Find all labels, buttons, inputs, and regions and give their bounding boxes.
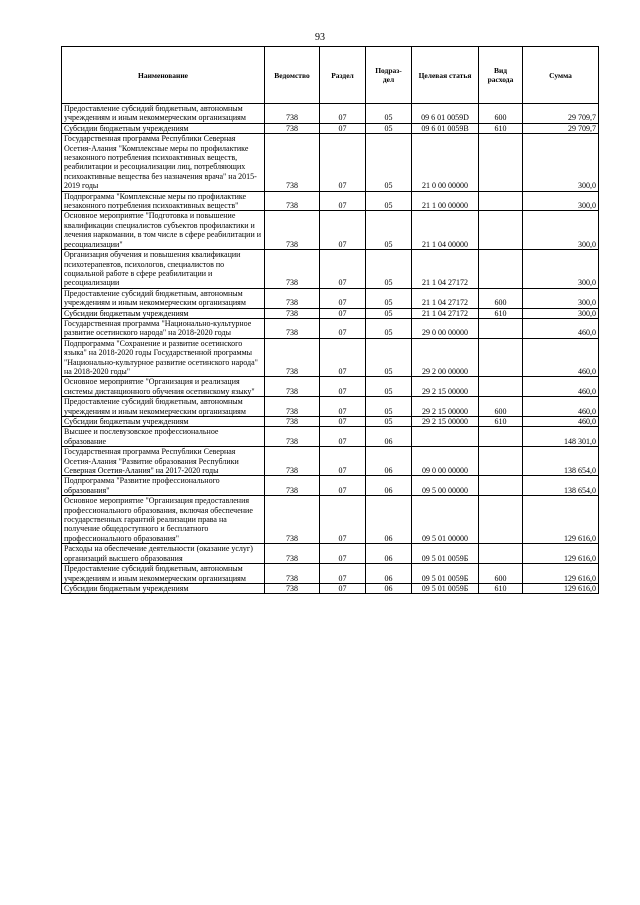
cell-sum: 29 709,7	[523, 123, 599, 133]
cell-name: Основное мероприятие "Организация предоставления профессионального образования, включая обеспечение государственных гарантий реализации права на получение общедоступного и бесплатного профессионального образования"	[62, 496, 265, 544]
cell-subsection: 06	[366, 544, 412, 564]
cell-name: Основное мероприятие "Организация и реализация системы дистанционного обучения осетинскому языку"	[62, 377, 265, 397]
cell-exptype	[479, 134, 523, 191]
cell-target: 29 2 15 00000	[412, 377, 479, 397]
cell-exptype: 600	[479, 104, 523, 124]
table-row	[62, 476, 599, 496]
cell-exptype: 610	[479, 583, 523, 593]
cell-section: 07	[320, 250, 366, 289]
cell-target: 09 5 01 0059Б	[412, 544, 479, 564]
cell-subsection: 06	[366, 583, 412, 593]
cell-name: Субсидии бюджетным учреждениям	[62, 308, 265, 318]
cell-exptype	[479, 496, 523, 544]
cell-name: Расходы на обеспечение деятельности (оказание услуг) организаций высшего образования	[62, 544, 265, 564]
cell-target: 21 1 04 27172	[412, 250, 479, 289]
cell-target: 21 0 00 00000	[412, 134, 479, 191]
cell-sum: 148 301,0	[523, 427, 599, 447]
cell-dept: 738	[265, 427, 320, 447]
cell-subsection: 05	[366, 338, 412, 377]
cell-section: 07	[320, 447, 366, 476]
cell-name: Основное мероприятие "Подготовка и повышение квалификации специалистов субъектов профилактики и лечения наркомании, в том числе в сфере реабилитации и ресоциализации"	[62, 211, 265, 250]
cell-exptype: 600	[479, 288, 523, 308]
header-target: Целевая статья	[412, 47, 479, 104]
cell-subsection: 05	[366, 417, 412, 427]
cell-sum: 29 709,7	[523, 104, 599, 124]
cell-section: 07	[320, 496, 366, 544]
cell-exptype: 610	[479, 123, 523, 133]
table-row	[62, 318, 599, 338]
cell-exptype	[479, 544, 523, 564]
header-section: Раздел	[320, 47, 366, 104]
cell-sum: 129 616,0	[523, 544, 599, 564]
cell-exptype: 600	[479, 397, 523, 417]
cell-subsection: 06	[366, 447, 412, 476]
cell-subsection: 06	[366, 564, 412, 584]
cell-sum: 129 616,0	[523, 496, 599, 544]
cell-subsection: 05	[366, 134, 412, 191]
cell-dept: 738	[265, 308, 320, 318]
cell-subsection: 05	[366, 397, 412, 417]
cell-dept: 738	[265, 104, 320, 124]
cell-dept: 738	[265, 564, 320, 584]
cell-subsection: 05	[366, 288, 412, 308]
cell-exptype: 610	[479, 308, 523, 318]
cell-name: Подпрограмма "Комплексные меры по профилактике незаконного потребления психоактивных веществ"	[62, 191, 265, 211]
table-row	[62, 377, 599, 397]
cell-target: 09 6 01 0059В	[412, 123, 479, 133]
cell-target: 09 5 01 00000	[412, 496, 479, 544]
cell-target: 29 2 00 00000	[412, 338, 479, 377]
cell-target	[412, 427, 479, 447]
cell-dept: 738	[265, 476, 320, 496]
cell-sum: 460,0	[523, 338, 599, 377]
header-name: Наименование	[62, 47, 265, 104]
cell-name: Организация обучения и повышения квалификации психотерапевтов, психологов, специалистов по социальной работе в сфере реабилитации и ресоциализации	[62, 250, 265, 289]
cell-exptype: 610	[479, 417, 523, 427]
cell-sum: 300,0	[523, 308, 599, 318]
table-row	[62, 288, 599, 308]
budget-table	[61, 46, 599, 594]
cell-name: Предоставление субсидий бюджетным, автономным учреждениям и иным некоммерческим организациям	[62, 564, 265, 584]
cell-name: Государственная программа "Национально-культурное развитие осетинского народа" на 2018-2020 годы	[62, 318, 265, 338]
cell-section: 07	[320, 564, 366, 584]
cell-sum: 460,0	[523, 397, 599, 417]
cell-name: Субсидии бюджетным учреждениям	[62, 123, 265, 133]
cell-target: 21 1 04 27172	[412, 288, 479, 308]
cell-exptype	[479, 338, 523, 377]
cell-exptype	[479, 211, 523, 250]
table-row	[62, 211, 599, 250]
cell-section: 07	[320, 476, 366, 496]
cell-name: Высшее и послевузовское профессиональное образование	[62, 427, 265, 447]
cell-dept: 738	[265, 134, 320, 191]
table-row	[62, 104, 599, 124]
cell-dept: 738	[265, 211, 320, 250]
cell-dept: 738	[265, 544, 320, 564]
cell-sum: 460,0	[523, 318, 599, 338]
table-row	[62, 134, 599, 191]
cell-dept: 738	[265, 377, 320, 397]
header-subsection: Подраз- дел	[366, 47, 412, 104]
cell-dept: 738	[265, 338, 320, 377]
table-row	[62, 191, 599, 211]
cell-section: 07	[320, 583, 366, 593]
cell-section: 07	[320, 123, 366, 133]
cell-name: Предоставление субсидий бюджетным, автономным учреждениям и иным некоммерческим организациям	[62, 288, 265, 308]
table-row	[62, 427, 599, 447]
cell-target: 21 1 00 00000	[412, 191, 479, 211]
cell-target: 09 0 00 00000	[412, 447, 479, 476]
cell-sum: 300,0	[523, 288, 599, 308]
cell-name: Предоставление субсидий бюджетным, автономным учреждениям и иным некоммерческим организациям	[62, 397, 265, 417]
table-row	[62, 123, 599, 133]
cell-subsection: 06	[366, 476, 412, 496]
table-row	[62, 338, 599, 377]
cell-section: 07	[320, 377, 366, 397]
cell-section: 07	[320, 104, 366, 124]
cell-target: 09 5 01 0059Б	[412, 583, 479, 593]
cell-section: 07	[320, 397, 366, 417]
table-row	[62, 308, 599, 318]
cell-exptype	[479, 191, 523, 211]
cell-name: Подпрограмма "Развитие профессионального образования"	[62, 476, 265, 496]
cell-sum: 300,0	[523, 191, 599, 211]
cell-section: 07	[320, 417, 366, 427]
cell-section: 07	[320, 318, 366, 338]
cell-name: Государственная программа Республики Северная Осетия-Алания "Комплексные меры по профилактике незаконного потребления психоактивных веществ, реабилитации и ресоциализации лиц, потребляющих психоактивные вещества без назначения врача" на 2015-2019 годы	[62, 134, 265, 191]
header-dept: Ведомство	[265, 47, 320, 104]
cell-dept: 738	[265, 583, 320, 593]
cell-section: 07	[320, 211, 366, 250]
cell-dept: 738	[265, 191, 320, 211]
cell-exptype: 600	[479, 564, 523, 584]
cell-dept: 738	[265, 496, 320, 544]
cell-exptype	[479, 318, 523, 338]
table-row	[62, 397, 599, 417]
cell-section: 07	[320, 308, 366, 318]
cell-exptype	[479, 377, 523, 397]
cell-name: Подпрограмма "Сохранение и развитие осетинского языка" на 2018-2020 годы Государственной программы "Национально-культурное развитие осетинского народа" на 2018-2020 годы"	[62, 338, 265, 377]
cell-sum: 129 616,0	[523, 583, 599, 593]
cell-dept: 738	[265, 250, 320, 289]
cell-subsection: 05	[366, 250, 412, 289]
cell-sum: 300,0	[523, 134, 599, 191]
cell-exptype	[479, 476, 523, 496]
table-row	[62, 417, 599, 427]
table-row	[62, 564, 599, 584]
cell-dept: 738	[265, 447, 320, 476]
cell-sum: 138 654,0	[523, 476, 599, 496]
cell-subsection: 05	[366, 377, 412, 397]
cell-target: 21 1 04 00000	[412, 211, 479, 250]
header-exptype: Вид расхода	[479, 47, 523, 104]
cell-sum: 300,0	[523, 211, 599, 250]
cell-section: 07	[320, 338, 366, 377]
cell-target: 29 0 00 00000	[412, 318, 479, 338]
cell-name: Субсидии бюджетным учреждениям	[62, 583, 265, 593]
table-row	[62, 250, 599, 289]
cell-name: Предоставление субсидий бюджетным, автономным учреждениям и иным некоммерческим организациям	[62, 104, 265, 124]
cell-subsection: 05	[366, 104, 412, 124]
cell-subsection: 05	[366, 211, 412, 250]
cell-subsection: 05	[366, 123, 412, 133]
cell-target: 09 5 00 00000	[412, 476, 479, 496]
cell-sum: 138 654,0	[523, 447, 599, 476]
cell-name: Субсидии бюджетным учреждениям	[62, 417, 265, 427]
cell-name: Государственная программа Республики Северная Осетия-Алания "Развитие образования Республики Северная Осетия-Алания" на 2017-2020 годы	[62, 447, 265, 476]
cell-target: 09 6 01 0059D	[412, 104, 479, 124]
cell-sum: 460,0	[523, 377, 599, 397]
cell-subsection: 06	[366, 427, 412, 447]
table-row	[62, 544, 599, 564]
table-row	[62, 496, 599, 544]
cell-exptype	[479, 427, 523, 447]
cell-subsection: 05	[366, 191, 412, 211]
cell-section: 07	[320, 288, 366, 308]
page-number: 93	[315, 32, 325, 43]
cell-section: 07	[320, 134, 366, 191]
cell-dept: 738	[265, 123, 320, 133]
cell-section: 07	[320, 191, 366, 211]
cell-target: 21 1 04 27172	[412, 308, 479, 318]
cell-section: 07	[320, 544, 366, 564]
cell-subsection: 05	[366, 318, 412, 338]
cell-dept: 738	[265, 288, 320, 308]
table-row	[62, 583, 599, 593]
cell-subsection: 06	[366, 496, 412, 544]
header-sum: Сумма	[523, 47, 599, 104]
cell-dept: 738	[265, 397, 320, 417]
cell-target: 09 5 01 0059Б	[412, 564, 479, 584]
cell-dept: 738	[265, 417, 320, 427]
cell-target: 29 2 15 00000	[412, 397, 479, 417]
cell-sum: 300,0	[523, 250, 599, 289]
cell-exptype	[479, 447, 523, 476]
cell-dept: 738	[265, 318, 320, 338]
cell-section: 07	[320, 427, 366, 447]
cell-sum: 460,0	[523, 417, 599, 427]
table-row	[62, 447, 599, 476]
cell-exptype	[479, 250, 523, 289]
cell-sum: 129 616,0	[523, 564, 599, 584]
cell-subsection: 05	[366, 308, 412, 318]
cell-target: 29 2 15 00000	[412, 417, 479, 427]
table-header-row	[62, 47, 599, 104]
